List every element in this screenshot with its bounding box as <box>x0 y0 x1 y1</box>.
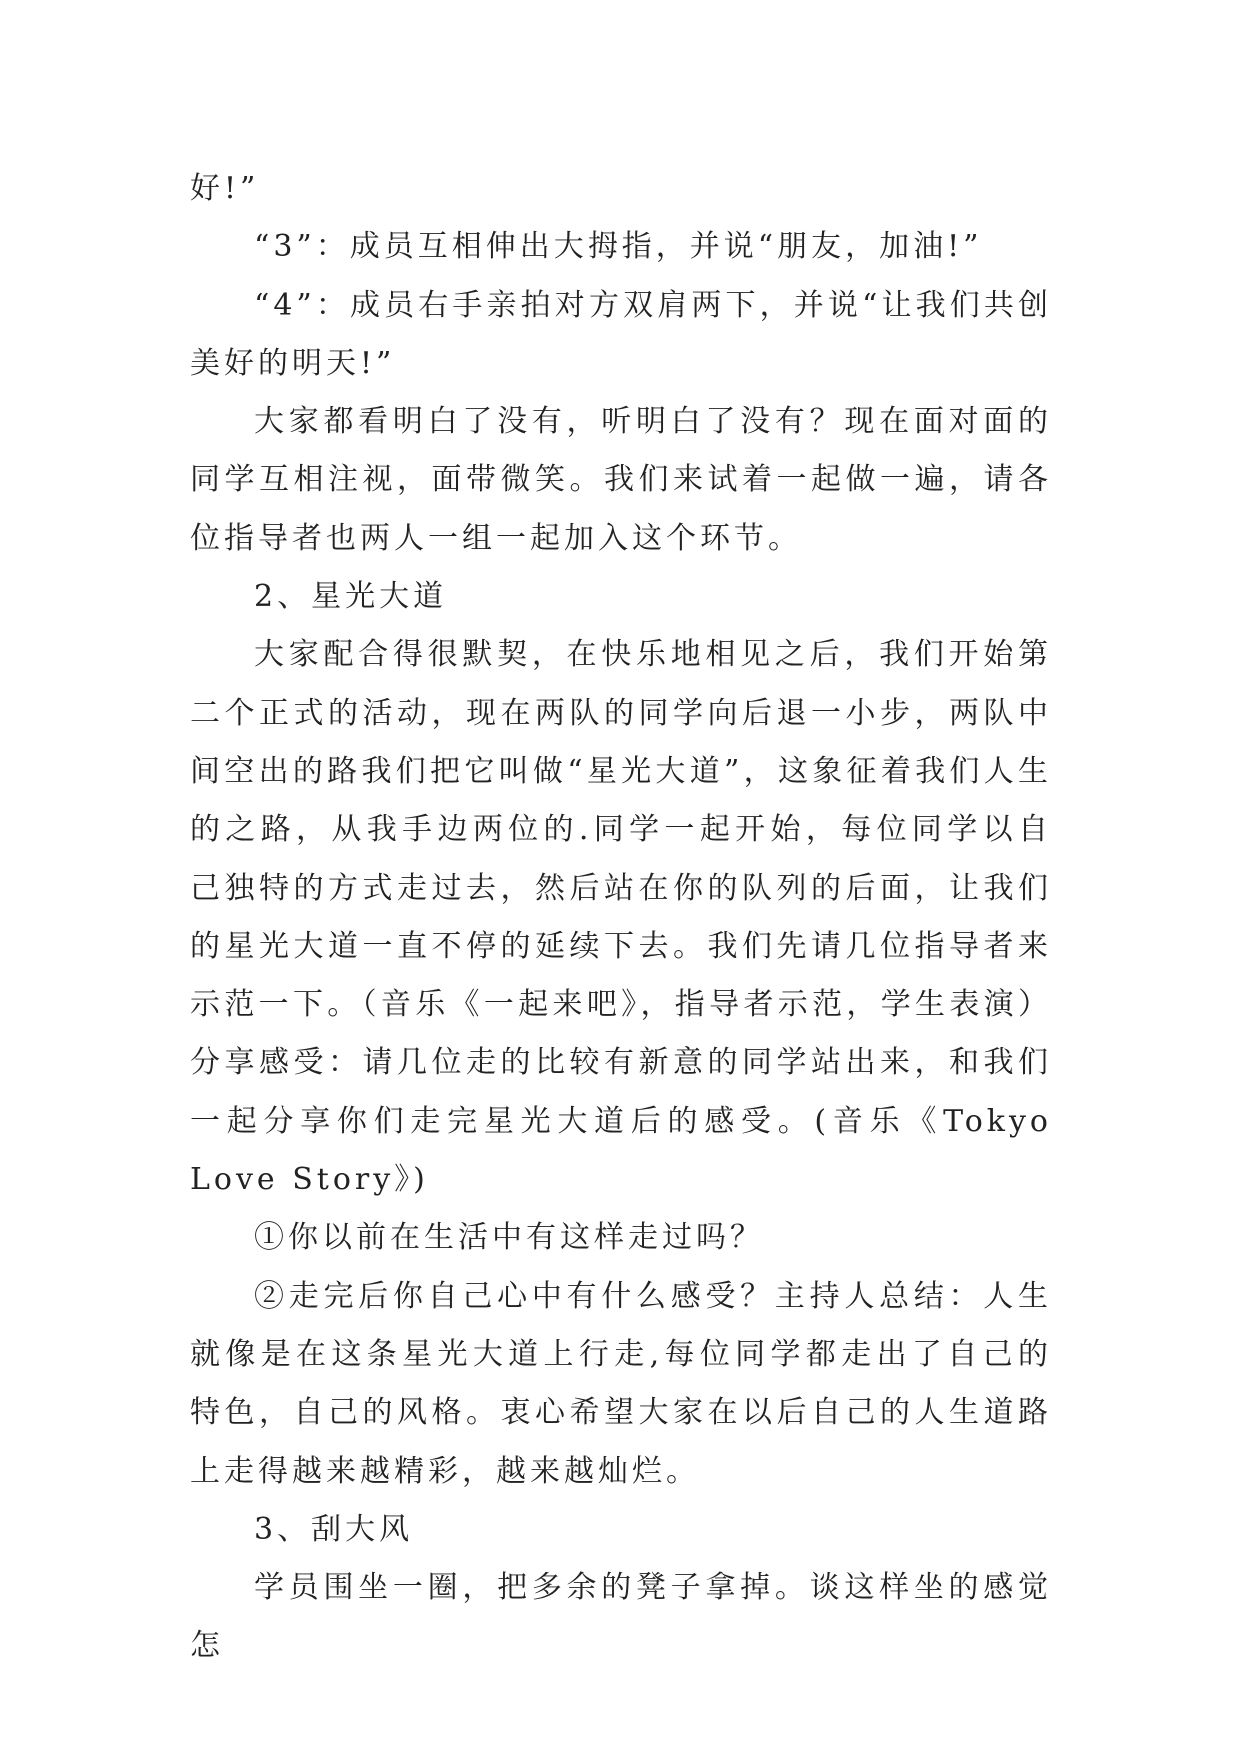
paragraph-1: “3”：成员互相伸出大拇指，并说“朋友，加油!” <box>254 229 983 265</box>
paragraph-0: 好!” <box>190 171 260 206</box>
section-heading-3: 3、刮大风 <box>254 1511 414 1547</box>
paragraph-2: “4”：成员右手亲拍对方双肩两下，并说“让我们共创美好的明天!” <box>190 287 1052 381</box>
paragraph-9: 学员围坐一圈，把多余的凳子拿掉。谈这样坐的感觉怎 <box>190 1570 1052 1664</box>
document-body <box>190 160 1052 1676</box>
paragraph-5: 大家配合得很默契，在快乐地相见之后，我们开始第二个正式的活动，现在两队的同学向后退一小步，两队中间空出的路我们把它叫做“星光大道”，这象征着我们人生的之路，从我手边两位的.同学一起开始，每位同学以自己独特的方式走过去，然后站在你的队列的后面，让我们的星光大道一直不停的延续下去。我们先请几位指导者来示范一下。（音乐《一起来吧》，指导者示范，学生表演）分享感受：请几位走的比较有新意的同学站出来，和我们一起分享你们走完星光大道后的感受。(音乐《Tokyo Love Story》) <box>190 637 1052 1198</box>
question-1: ①你以前在生活中有这样走过吗？ <box>254 1220 764 1256</box>
question-2: ②走完后你自己心中有什么感受？主持人总结：人生就像是在这条星光大道上行走,每位同学都走出了自己的特色，自己的风格。衷心希望大家在以后自己的人生道路上走得越来越精彩，越来越灿烂。 <box>190 1278 1052 1489</box>
paragraph-3: 大家都看明白了没有，听明白了没有？现在面对面的同学互相注视，面带微笑。我们来试着一起做一遍，请各位指导者也两人一组一起加入这个环节。 <box>190 404 1052 556</box>
section-heading-2: 2、星光大道 <box>254 579 448 615</box>
